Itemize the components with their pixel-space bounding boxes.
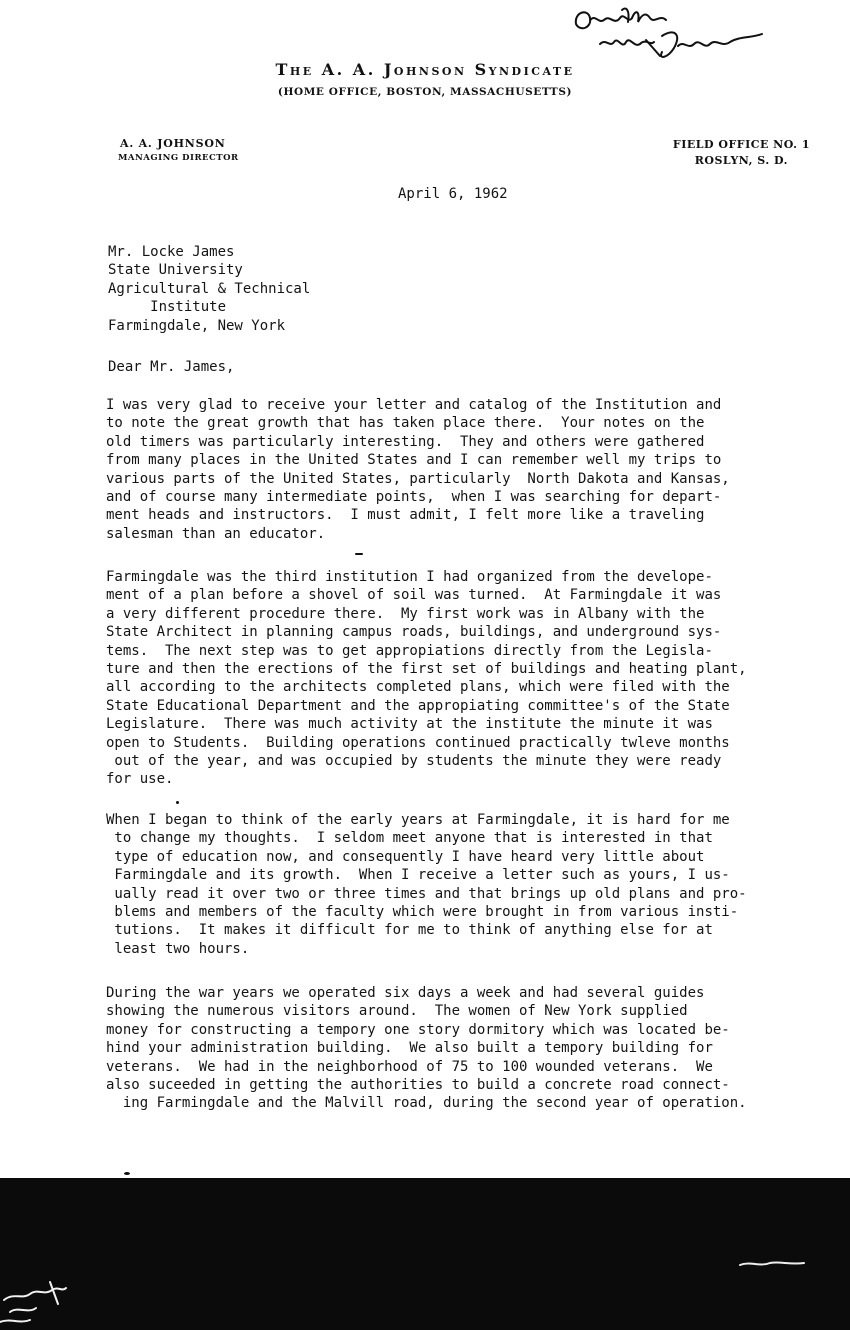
salutation: Dear Mr. James, <box>108 359 235 375</box>
field-office-name: FIELD OFFICE NO. 1 <box>672 138 810 151</box>
body-paragraph-1: I was very glad to receive your letter and catalog of the Institution and to note the great growth that has taken place there. Your notes on the old timers was particularly interesting. They and others were gathered from many places in the United States and I can remember well my trips to various parts of the United States, particularly North Dakota and Kansas, and of course many intermediate points, when I was searching for depart- ment heads and instructors. I must admit, I felt more like a traveling salesman than an educator. <box>106 397 730 542</box>
letterhead-subtitle: (HOME OFFICE, BOSTON, MASSACHUSETTS) <box>277 86 573 98</box>
body-paragraph-3: When I began to think of the early years at Farmingdale, it is hard for me to change my thoughts. I seldom meet anyone that is interested in that type of education now, and consequently I have heard very little about Farmingdale and its growth. When I receive a letter such as yours, I us- ually read it over two or three times and that brings up old plans and pro- blems and members of the faculty which were brought in from various insti- tutions. It makes it difficult for me to think of anything else for at least two hours. <box>106 812 747 957</box>
body-paragraph-4: During the war years we operated six days a week and had several guides showing the numerous visitors around. The women of New York supplied money for constructing a tempory one story dormitory which was located be- hind your administration building. We also built a tempory building for veterans. We had in the neighborhood of 75 to 100 wounded veterans. We also suceeded in getting the authorities to build a concrete road connect- ing Farmingdale and the Malvill road, during the second year of operation. <box>106 985 747 1112</box>
ink-speck <box>124 1172 130 1175</box>
ink-speck <box>176 801 179 804</box>
letter-date: April 6, 1962 <box>398 186 508 202</box>
recipient-address: Mr. Locke James State University Agricultural & Technical Institute Farmingdale, New York <box>108 244 311 334</box>
ink-speck <box>355 553 363 555</box>
field-office-block <box>673 138 810 167</box>
director-block <box>120 137 239 163</box>
corner-scan-artifact <box>0 1270 80 1330</box>
letterhead-title: The A. A. Johnson Syndicate <box>275 60 575 79</box>
body-paragraph-2: Farmingdale was the third institution I had organized from the develope- ment of a plan before a shovel of soil was turned. At Farmingdale it was a very different procedure there. My first work was in Albany with the State Architect in planning campus roads, buildings, and underground sys- tems. The next step was to get appropiations directly from the Legisla- ture and then the erections of the first set of buildings and heating plant, all according to the architects completed plans, which were filed with the State Educational Department and the appropiating committee's of the State Legislature. There was much activity at the institute the minute it was open to Students. Building operations continued practically twleve months out of the year, and was occupied by students the minute they were ready for use. <box>106 569 747 788</box>
field-office-location: ROSLYN, S. D. <box>694 154 788 167</box>
director-title: MANAGING DIRECTOR <box>118 153 239 163</box>
scan-mark <box>738 1255 808 1275</box>
director-name: A. A. JOHNSON <box>120 137 226 150</box>
